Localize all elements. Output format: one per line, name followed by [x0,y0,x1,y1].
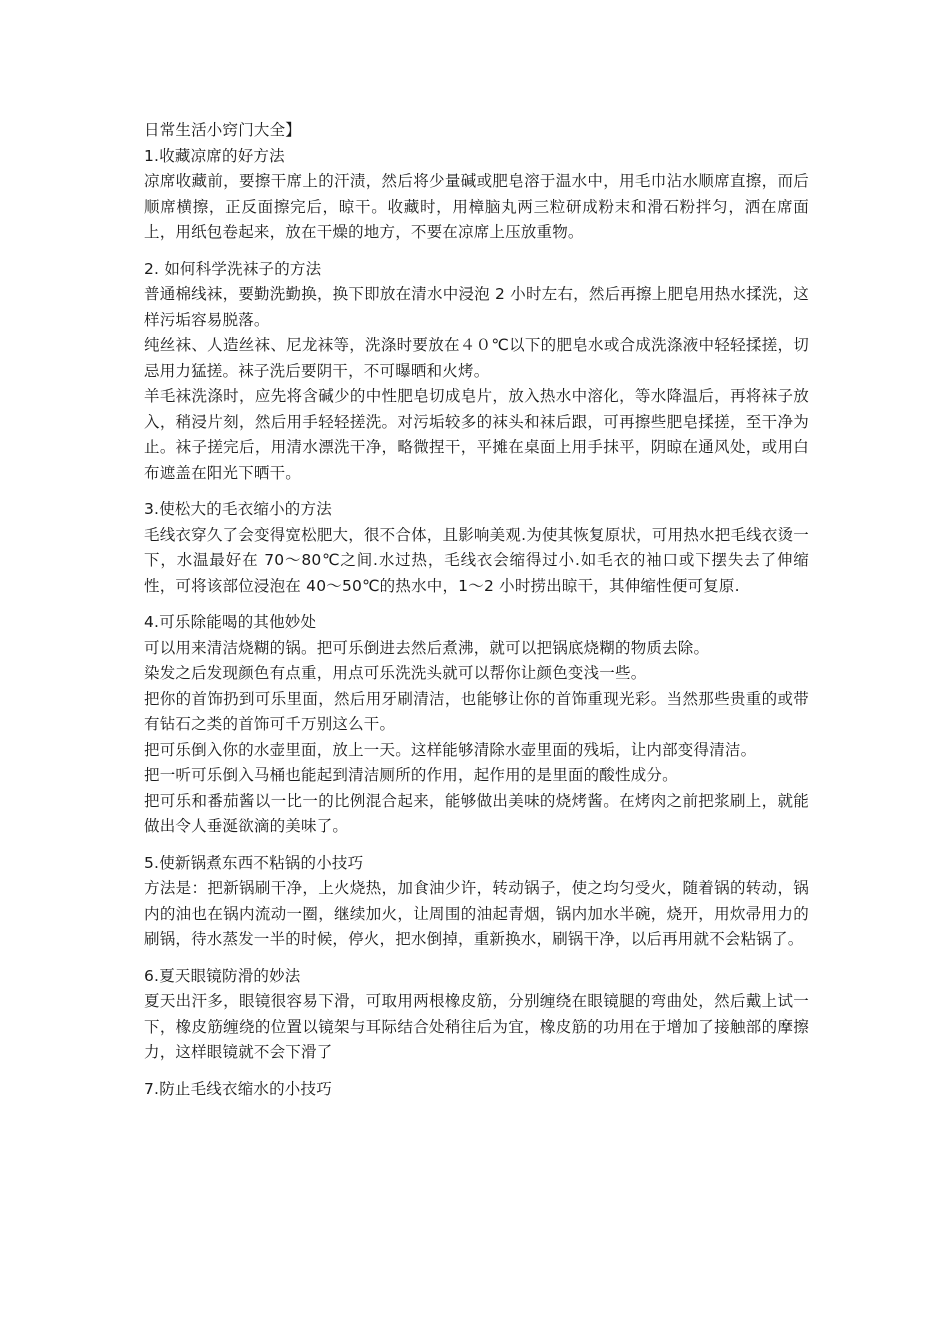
paragraph: 把你的首饰扔到可乐里面，然后用牙刷清洁，也能够让你的首饰重现光彩。当然那些贵重的或带有钻石之类的首饰可千万别这么干。 [144,689,809,733]
section-wash-socks [144,257,809,487]
section-heading: 5.使新锅煮东西不粘锅的小技巧 [144,853,364,872]
paragraph: 纯丝袜、人造丝袜、尼龙袜等，洗涤时要放在４０℃以下的肥皂水或合成洗涤液中轻轻揉搓，切忌用力猛搓。袜子洗后要阴干，不可曝晒和火烤。 [144,336,809,380]
paragraph: 羊毛袜洗涤时，应先将含碱少的中性肥皂切成皂片，放入热水中溶化，等水降温后，再将袜子放入，稍浸片刻，然后用手轻轻搓洗。对污垢较多的袜头和袜后跟，可再擦些肥皂揉搓，至干净为止。袜子搓完后，用清水漂洗干净，略微捏干，平摊在桌面上用手抹平，阴晾在通风处，或用白布遮盖在阳光下晒干。 [144,387,809,482]
paragraph: 把可乐倒入你的水壶里面，放上一天。这样能够清除水壶里面的残垢，让内部变得清洁。 [144,740,757,759]
section-heading: 7.防止毛线衣缩水的小技巧 [144,1079,332,1098]
paragraph: 染发之后发现颜色有点重，用点可乐洗洗头就可以帮你让颜色变浅一些。 [144,664,647,682]
paragraph: 凉席收藏前，要擦干席上的汗渍，然后将少量碱或肥皂溶于温水中，用毛巾沾水顺席直擦，而后顺席横擦，正反面擦完后，晾干。收藏时，用樟脑丸两三粒研成粉末和滑石粉拌匀，洒在席面上，用纸包卷起来，放在干燥的地方，不要在凉席上压放重物。 [144,172,809,241]
section-heading: 6.夏天眼镜防滑的妙法 [144,966,301,985]
paragraph: 普通棉线袜，要勤洗勤换，换下即放在清水中浸泡 2 小时左右，然后再擦上肥皂用热水揉洗，这样污垢容易脱落。 [144,285,809,329]
section-collect-mat [144,144,809,246]
section-heading: 3.使松大的毛衣缩小的方法 [144,500,332,518]
paragraph: 把可乐和番茄酱以一比一的比例混合起来，能够做出美味的烧烤酱。在烤肉之前把浆刷上，就能做出令人垂涎欲滴的美味了。 [144,791,809,835]
section-heading: 4.可乐除能喝的其他妙处 [144,613,317,631]
section-heading: 1.收藏凉席的好方法 [144,146,285,165]
paragraph: 方法是：把新锅刷干净，上火烧热，加食油少许，转动锅子，使之均匀受火，随着锅的转动，锅内的油也在锅内流动一圈，继续加火，让周围的油起青烟，锅内加水半碗，烧开，用炊帚用力的刷锅，待水蒸发一半的时候，停火，把水倒掉，重新换水，刷锅干净，以后再用就不会粘锅了。 [144,879,809,948]
document-title: 日常生活小窍门大全】 [144,121,302,139]
section-shrink-sweater [144,497,809,599]
paragraph: 把一听可乐倒入马桶也能起到清洁厕所的作用，起作用的是里面的酸性成分。 [144,766,678,784]
paragraph: 夏天出汗多，眼镜很容易下滑，可取用两根橡皮筋，分别缠绕在眼镜腿的弯曲处，然后戴上试一下，橡皮筋缠绕的位置以镜架与耳际结合处稍往后为宜，橡皮筋的功用在于增加了接触部的摩擦力，这样眼镜就不会下滑了 [144,992,809,1061]
section-glasses [144,964,809,1066]
document-page [144,118,809,1102]
section-new-pot [144,851,809,953]
paragraph: 毛线衣穿久了会变得宽松肥大，很不合体，且影响美观.为使其恢复原状，可用热水把毛线衣烫一下，水温最好在 70～80℃之间.水过热，毛线衣会缩得过小.如毛衣的袖口或下摆失去了伸缩性，可将该部位浸泡在 40～50℃的热水中，1～2 小时捞出晾干，其伸缩性便可复原. [144,525,809,595]
section-heading: 2. 如何科学洗袜子的方法 [144,259,322,278]
section-cola-uses [144,610,809,840]
section-sweater-shrink-prevent [144,1077,809,1103]
paragraph: 可以用来清洁烧糊的锅。把可乐倒进去然后煮沸，就可以把锅底烧糊的物质去除。 [144,638,710,657]
